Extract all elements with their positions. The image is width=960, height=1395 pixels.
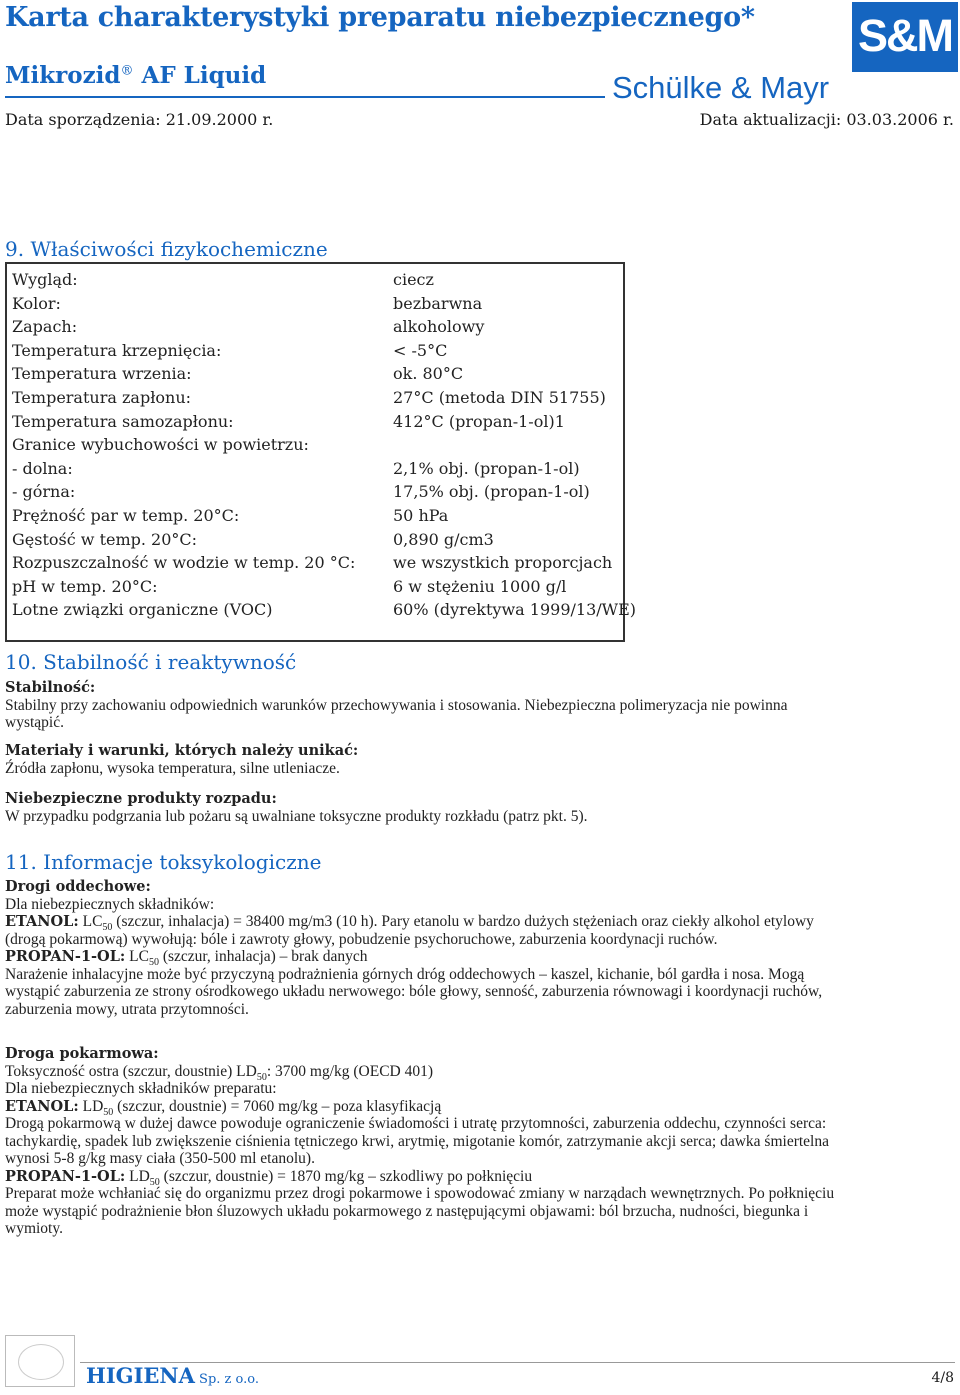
property-label: Lotne związki organiczne (VOC) (12, 600, 273, 619)
property-label: Wygląd: (12, 270, 78, 289)
property-value: < -5°C (393, 341, 448, 360)
oral-toxicity-line: Toksyczność ostra (szczur, doustnie) $LD_{50}$: 3700 mg/kg (OECD 401) (5, 1062, 434, 1083)
date-created: Data sporządzenia: 21.09.2000 r. (5, 110, 274, 129)
etanol-inhalation-line-2: (drogą pokarmową) wywołują: bóle i zawroty głowy, pobudzenie psychoruchowe, zaburzenia koordynacji ruchów. (5, 930, 718, 948)
header-rule (5, 96, 605, 98)
property-label: Temperatura krzepnięcia: (12, 341, 222, 360)
oral-block (5, 1045, 955, 1238)
section-11-heading: 11. Informacje toksykologiczne (5, 850, 322, 874)
product-name: Mikrozid® AF Liquid (5, 62, 267, 89)
avoid-text: Źródła zapłonu, wysoka temperatura, silne utleniacze. (5, 759, 340, 777)
property-value: 17,5% obj. (propan-1-ol) (393, 482, 590, 501)
property-value: ok. 80°C (393, 364, 464, 383)
oral-label: Droga pokarmowa: (5, 1045, 159, 1062)
footer-company: HIGIENA Sp. z o.o. (86, 1363, 259, 1388)
property-label: Zapach: (12, 317, 78, 336)
section-10-heading: 10. Stabilność i reaktywność (5, 650, 297, 674)
property-label: Gęstość w temp. 20°C: (12, 530, 198, 549)
property-label: pH w temp. 20°C: (12, 577, 158, 596)
stability-text-line: wystąpić. (5, 714, 64, 731)
stability-label: Stabilność: (5, 679, 96, 696)
property-label: Temperatura samozapłonu: (12, 412, 234, 431)
final-effects-line: może wystąpić podrażnienie błon śluzowych układu pokarmowego z następującymi objawami: ból brzucha, nudności, biegunka i (5, 1202, 809, 1220)
respiratory-label: Drogi oddechowe: (5, 878, 151, 895)
oral-effects-line: wynosi 5-8 g/kg masy ciała (350-500 ml etanolu). (5, 1150, 315, 1167)
respiratory-block (5, 878, 955, 1018)
inhalation-effects-line: Narażenie inhalacyjne może być przyczyną podrażnienia górnych dróg oddechowych – kaszel, kichanie, ból gardła i nosa. Mogą (5, 965, 805, 983)
decomposition-label: Niebezpieczne produkty rozpadu: (5, 790, 277, 807)
respiratory-intro: Dla niebezpiecznych składników: (5, 895, 215, 913)
property-label: Temperatura wrzenia: (12, 364, 192, 383)
property-label: - dolna: (12, 459, 73, 478)
decomposition-text: W przypadku podgrzania lub pożaru są uwalniane toksyczne produkty rozkładu (patrz pkt. 5). (5, 807, 588, 825)
page-number: 4/8 (931, 1370, 954, 1386)
property-label: Granice wybuchowości w powietrzu: (12, 435, 309, 454)
property-value: alkoholowy (393, 317, 485, 336)
document-title: Karta charakterystyki preparatu niebezpiecznego* (5, 2, 755, 33)
property-label: Kolor: (12, 294, 61, 313)
property-value: 412°C (propan-1-ol)1 (393, 412, 565, 431)
date-updated: Data aktualizacji: 03.03.2006 r. (699, 110, 954, 129)
property-value: we wszystkich proporcjach (393, 553, 613, 572)
property-value: 60% (dyrektywa 1999/13/WE) (393, 600, 636, 619)
etanol-oral-line: ETANOL: $LD_{50}$ (szczur, doustnie) = 7060 mg/kg – poza klasyfikacją (5, 1097, 442, 1118)
decomposition-block (5, 790, 955, 825)
property-label: Temperatura zapłonu: (12, 388, 192, 407)
property-value: 50 hPa (393, 506, 449, 525)
property-value: bezbarwna (393, 294, 483, 313)
property-label: - górna: (12, 482, 76, 501)
stability-block (5, 679, 955, 732)
company-logo-text: S&M (858, 10, 952, 61)
final-effects-line: wymioty. (5, 1220, 63, 1237)
propanol-inhalation-line: PROPAN-1-OL: $LC_{50}$ (szczur, inhalacja) – brak danych (5, 948, 368, 969)
section-9-heading: 9. Właściwości fizykochemiczne (5, 237, 328, 261)
property-value: ciecz (393, 270, 434, 289)
property-value: 27°C (metoda DIN 51755) (393, 388, 606, 407)
oral-effects-line: tachykardię, spadek lub zwiększenie ciśnienia tętniczego krwi, arytmię, migotanie komór, zatrzymanie akcji serca; dawka śmiertelna (5, 1132, 829, 1150)
property-value: 6 w stężeniu 1000 g/l (393, 577, 567, 596)
propanol-oral-line: PROPAN-1-OL: $LD_{50}$ (szczur, doustnie) = 1870 mg/kg – szkodliwy po połknięciu (5, 1167, 533, 1188)
avoid-block (5, 742, 955, 777)
oral-effects-line: Drogą pokarmową w dużej dawce powoduje ograniczenie świadomości i utratę przytomności, zaburzenia oddechu, czynności serca: (5, 1115, 827, 1132)
etanol-inhalation-line: ETANOL: $LC_{50}$ (szczur, inhalacja) = 38400 mg/m3 (10 h). Pary etanolu w bardzo dużych stężeniach oraz ciekły alkohol etylowy (5, 913, 814, 934)
property-label: Prężność par w temp. 20°C: (12, 506, 240, 525)
property-value: 2,1% obj. (propan-1-ol) (393, 459, 580, 478)
footer-logo (5, 1335, 75, 1387)
stability-text-line: Stabilny przy zachowaniu odpowiednich warunków przechowywania i stosowania. Niebezpieczna polimeryzacja nie powinna (5, 696, 788, 714)
avoid-label: Materiały i warunki, których należy unikać: (5, 742, 359, 759)
final-effects-line: Preparat może wchłaniać się do organizmu przez drogi pokarmowe i spowodować zmiany w narządach wewnętrznych. Po połknięciu (5, 1185, 835, 1202)
inhalation-effects-line: wystąpić zaburzenia ze strony ośrodkowego układu nerwowego: bóle głowy, senność, zaburzenia równowagi i koordynacji ruchów, (5, 983, 823, 1000)
oral-intro: Dla niebezpiecznych składników preparatu: (5, 1080, 277, 1097)
brand-name: Schülke & Mayr (612, 70, 830, 105)
property-label: Rozpuszczalność w wodzie w temp. 20 °C: (12, 553, 356, 572)
property-value: 0,890 g/cm3 (393, 530, 494, 549)
inhalation-effects-line: zaburzenia mowy, utrata przytomności. (5, 1000, 249, 1018)
